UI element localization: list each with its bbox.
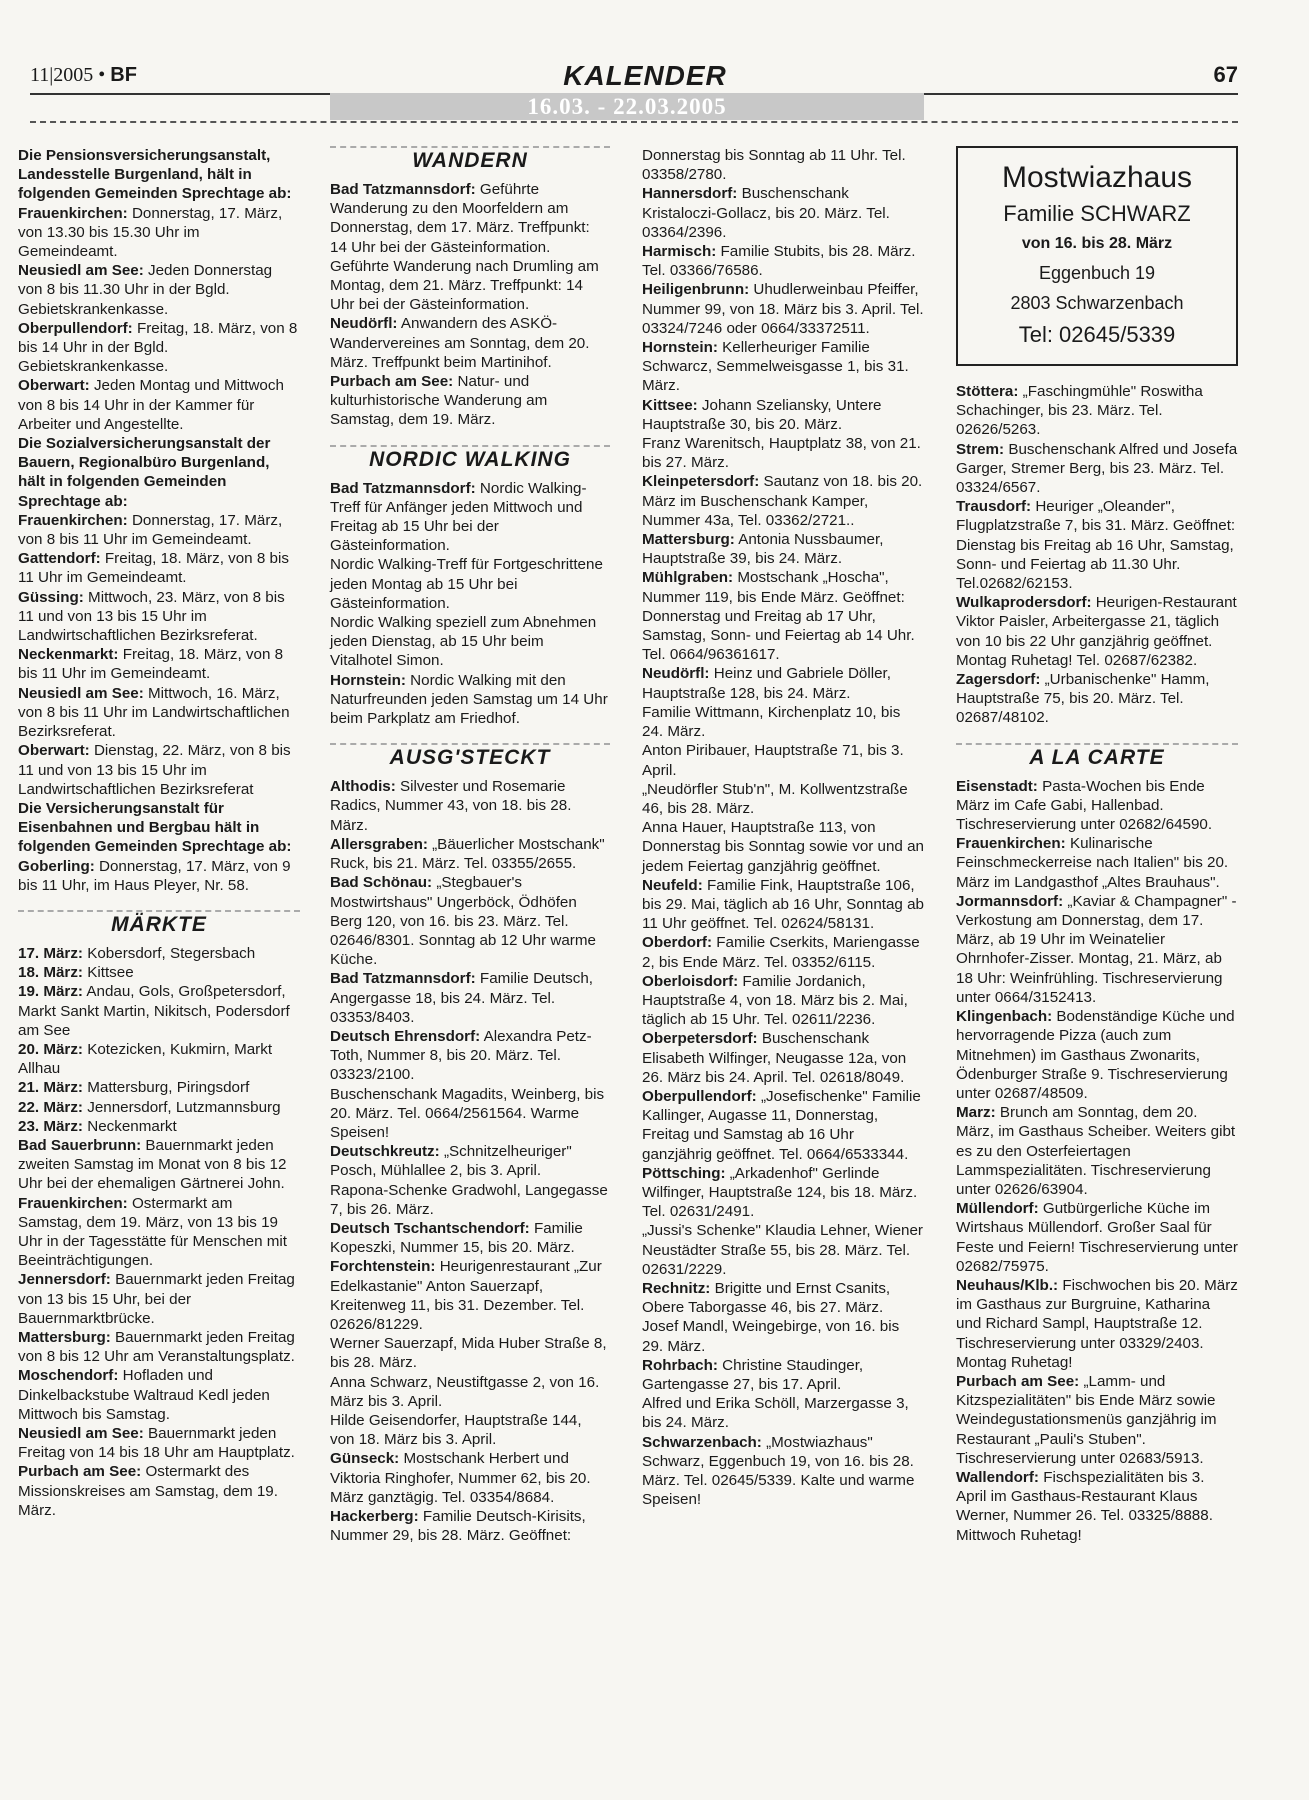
listing-text: Rapona-Schenke Gradwohl, Langegasse 7, bis 26. März. (330, 1181, 608, 1218)
listing-text: Hilde Geisendorfer, Hauptstraße 144, von 18. März bis 3. April. (330, 1411, 582, 1449)
listing-place: Eisenstadt: (956, 777, 1038, 795)
listing-text: Bodenständige Küche und hervorragende Pizza (auch zum Mitnehmen) im Gasthaus Zwonarits, Ödenburger Straße 9. Tischreservierung unter 02687/48509. (956, 1008, 1235, 1102)
listing-text: Anna Schwarz, Neustiftgasse 2, von 16. März bis 3. April. (330, 1373, 600, 1410)
listing-entry (956, 1103, 1238, 1199)
listing-entry (642, 338, 924, 396)
listing-place: Klingenbach: (956, 1008, 1053, 1026)
listing-place: Jormannsdorf: (956, 892, 1064, 910)
listing-place: Forchtenstein: (330, 1258, 436, 1276)
listing-text: Buschenschank Kristaloczi-Gollacz, bis 20. März. Tel. 03364/2396. (642, 185, 890, 241)
listing-entry (642, 972, 924, 1030)
listing-place: Deutschkreutz: (330, 1143, 440, 1161)
listing-place: Bad Tatzmannsdorf: (330, 970, 476, 988)
listing-place: 23. März: (18, 1117, 83, 1135)
listing-text: Freitag, 18. März, von 8 bis 11 Uhr im Gemeindeamt. (18, 550, 289, 587)
listing-place: Moschendorf: (18, 1367, 119, 1385)
listing-entry (330, 1181, 610, 1219)
listing-text: Geführte Wanderung zu den Moorfeldern am Donnerstag, dem 17. März. Treffpunkt: 14 Uhr bei der Gästeinformation. (330, 181, 590, 256)
issue-label: 11|2005 • BF (30, 64, 137, 86)
listing-entry (330, 873, 610, 969)
listing-text: „Arkadenhof" Gerlinde Wilfinger, Hauptstraße 124, bis 18. März. Tel. 02631/2491. (642, 1164, 918, 1221)
listing-entry (642, 664, 924, 702)
listing-text: Buschenschank Magadits, Weinberg, bis 20. März. Tel. 0664/2561564. Warme Speisen! (330, 1085, 605, 1141)
listing-place: Frauenkirchen: (18, 1194, 128, 1212)
listing-text: „Kaviar & Champagner" - Verkostung am Donnerstag, dem 17. März, ab 19 Uhr im Weinatelier Ohrnhofer-Zisser. Montag, 21. März, ab 18 Uhr: Weinfrühling. Tischreservierung unter 0664/3152413. (956, 892, 1237, 1006)
mostwiazhaus-ad (956, 146, 1238, 366)
listing-entry (956, 777, 1238, 835)
listing-entry (330, 1334, 610, 1372)
listing-place: Neuhaus/Klb.: (956, 1276, 1059, 1294)
listing-entry (956, 593, 1238, 670)
listing-text: Antonia Nussbaumer, Hauptstraße 39, bis 24. März. (642, 531, 884, 568)
listing-text: Nordic Walking-Treff für Anfänger jeden Mittwoch und Freitag ab 15 Uhr bei der Gästeinformation. (330, 479, 587, 555)
ad-name: Mostwiazhaus (1001, 161, 1193, 194)
listing-text: Bauernmarkt jeden Freitag von 13 bis 15 Uhr, bei der Bauernmarktbrücke. (18, 1271, 295, 1327)
listing-entry (18, 1136, 300, 1194)
listing-place: Die Versicherungsanstalt für Eisenbahnen und Bergbau hält in folgenden Gemeinden Sprechtage ab: (18, 799, 292, 856)
listing-entry (330, 372, 610, 430)
listing-text: Jeden Montag und Mittwoch von 8 bis 14 Uhr in der Kammer für Arbeiter und Angestellte. (18, 377, 284, 433)
listing-entry (330, 1219, 610, 1257)
listing-text: Andau, Gols, Großpetersdorf, Markt Sankt Martin, Nikitsch, Podersdorf am See (18, 983, 290, 1039)
listing-entry (642, 242, 924, 280)
listing-entry (18, 319, 300, 377)
listing-place: Neufeld: (642, 876, 703, 894)
listing-entry (956, 834, 1238, 892)
listing-place: Goberling: (18, 857, 95, 875)
listing-entry (956, 892, 1238, 1007)
listing-text: Heurigen-Restaurant Viktor Paisler, Arbeitergasse 21, täglich von 10 bis 22 Uhr ganzjährig geöffnet. Montag Ruhetag! Tel. 02687/62382. (956, 594, 1237, 669)
listing-place: Hackerberg: (330, 1508, 419, 1525)
listing-entry (956, 1007, 1238, 1103)
listing-place: Hornstein: (642, 339, 718, 357)
listing-text: Familie Jordanich, Hauptstraße 4, von 18. März bis 2. Mai, täglich ab 15 Uhr. Tel. 02611/2236. (642, 972, 908, 1029)
listing-entry (330, 555, 610, 613)
listing-entry (956, 1372, 1238, 1468)
listing-entry (330, 613, 610, 671)
listing-place: Oberwart: (18, 377, 90, 395)
listing-text: Dienstag, 22. März, von 8 bis 11 und von 13 bis 15 Uhr im Landwirtschaftlichen Bezirksreferat (18, 742, 291, 798)
listing-text: Familie Cserkits, Mariengasse 2, bis Ende März. Tel. 03352/6115. (642, 934, 920, 971)
listing-place: Mattersburg: (642, 531, 735, 549)
listing-entry (642, 1356, 924, 1394)
listing-text: „Josefischenke" Familie Kallinger, Augasse 11, Donnerstag, Freitag und Samstag ab 16 Uhr ganzjährig geöffnet. Tel. 0664/6533344. (642, 1087, 921, 1163)
listing-place: Deutsch Ehrensdorf: (330, 1027, 481, 1045)
listing-text: Brigitte und Ernst Csanits, Obere Taborgasse 46, bis 27. März. (642, 1279, 891, 1317)
listing-text: Donnerstag, 17. März, von 8 bis 11 Uhr im Gemeindeamt. (18, 511, 283, 549)
listing-entry (18, 684, 300, 742)
listing-text: Nordic Walking-Treff für Fortgeschrittene jeden Montag ab 15 Uhr bei Gästeinformation. (330, 556, 603, 612)
listing-place: 19. März: (18, 983, 83, 1001)
listing-place: Müllendorf: (956, 1200, 1039, 1218)
listing-entry (330, 835, 610, 873)
listing-entry (18, 741, 300, 799)
listing-text: „Lamm- und Kitzspezialitäten" bis Ende März sowie Weindegustationsmenüs ganzjährig im Restaurant „Pauli's Stuben". Tischreservierung unter 02683/5913. (956, 1372, 1217, 1467)
listing-place: Oberdorf: (642, 934, 713, 952)
listing-place: Oberpullendorf: (18, 319, 133, 337)
listing-entry (642, 1317, 924, 1355)
listing-text: Ostermarkt am Samstag, dem 19. März, von 13 bis 19 Uhr in der Tagesstätte für Menschen mit Beeinträchtigungen. (18, 1194, 287, 1270)
listing-text: Pasta-Wochen bis Ende März im Cafe Gabi, Hallenbad. Tischreservierung unter 02682/64590. (956, 777, 1213, 834)
listing-entry (18, 799, 300, 857)
listing-entry (330, 1373, 610, 1411)
listing-place: Bad Schönau: (330, 874, 433, 892)
listing-entry (642, 780, 924, 818)
listing-text: Jeden Donnerstag von 8 bis 11.30 Uhr in der Bgld. Gebietskrankenkasse. (18, 262, 273, 318)
listing-place: Mühlgraben: (642, 569, 734, 587)
listing-entry (18, 588, 300, 646)
listing-entry (642, 396, 924, 434)
listing-text: Mittwoch, 23. März, von 8 bis 11 und von 13 bis 15 Uhr im Landwirtschaftlichen Bezirksreferat. (18, 588, 285, 645)
listing-text: Brunch am Sonntag, dem 20. März, im Gasthaus Scheiber. Weiters gibt es zu den Osterfeiertagen Lammspezialitäten. Tischreservierung unter 02626/63904. (956, 1104, 1236, 1198)
listing-text: Familie Deutsch, Angergasse 18, bis 24. März. Tel. 03353/8403. (330, 970, 594, 1026)
listing-text: Familie Kopeszki, Nummer 15, bis 20. März. (330, 1219, 583, 1257)
listing-entry (642, 568, 924, 664)
listing-place: Neusiedl am See: (18, 262, 144, 280)
listing-text: Gutbürgerliche Küche im Wirtshaus Müllendorf. Großer Saal für Feste und Feiern! Tischreservierung unter 02682/75975. (956, 1200, 1238, 1275)
listing-entry (330, 1027, 610, 1085)
listing-text: „Schnitzelheuriger" Posch, Mühlallee 2, bis 3. April. (330, 1143, 572, 1180)
listing-place: Frauenkirchen: (956, 835, 1066, 853)
listing-text: Heuriger „Oleander", Flugplatzstraße 7, bis 31. März. Geöffnet: Dienstag bis Freitag ab 16 Uhr, Samstag, Sonn- und Feiertag ab 11.30 Uhr. Tel.02682/62153. (956, 498, 1236, 593)
listing-entry (18, 1117, 300, 1136)
listing-entry (330, 314, 610, 372)
listing-entry (330, 1257, 610, 1334)
listing-place: 18. März: (18, 964, 83, 982)
listing-text: Freitag, 18. März, von 8 bis 11 Uhr im Gemeindeamt. (18, 646, 284, 683)
section-list (330, 777, 610, 1545)
listing-entry (642, 434, 924, 472)
listing-entry (18, 982, 300, 1040)
listing-entry (18, 1462, 300, 1520)
listing-place: Hannersdorf: (642, 185, 738, 203)
listing-place: Althodis: (330, 778, 396, 796)
page-number: 67 (1213, 62, 1238, 87)
listing-entry (18, 857, 300, 895)
column-1 (18, 146, 300, 1520)
listing-entry (642, 1087, 924, 1164)
listing-place: Frauenkirchen: (18, 204, 128, 222)
listing-text: Anton Piribauer, Hauptstraße 71, bis 3. April. (642, 742, 904, 779)
listing-text: Familie Fink, Hauptstraße 106, bis 29. Mai, täglich ab 16 Uhr, Sonntag ab 11 Uhr geöffnet. Tel. 02624/58131. (642, 876, 924, 933)
listing-entry (18, 1040, 300, 1078)
listing-entry (642, 1029, 924, 1087)
listing-place: Wulkaprodersdorf: (956, 594, 1092, 612)
listing-entry (330, 1085, 610, 1143)
listing-place: 17. März: (18, 944, 83, 962)
listing-text: Werner Sauerzapf, Mida Huber Straße 8, bis 28. März. (330, 1335, 607, 1372)
listing-text: Buschenschank Alfred und Josefa Garger, Stremer Berg, bis 23. März. Tel. 03324/6567. (956, 440, 1238, 497)
listing-entry (330, 1142, 610, 1180)
listing-place: 22. März: (18, 1098, 83, 1116)
listing-place: Günseck: (330, 1450, 400, 1468)
listing-entry (956, 1468, 1238, 1545)
listing-text: Freitag, 18. März, von 8 bis 14 Uhr in der Bgld. Gebietskrankenkasse. (18, 319, 298, 376)
listing-place: Güssing: (18, 588, 84, 606)
section-header-a-la-carte: A LA CARTE (956, 743, 1238, 771)
listing-entry (18, 1366, 300, 1424)
listing-place: Allersgraben: (330, 835, 428, 853)
listing-entry (956, 1199, 1238, 1276)
listing-entry (642, 1433, 924, 1510)
listing-place: Trausdorf: (956, 498, 1032, 516)
listing-text: Mattersburg, Piringsdorf (83, 1079, 250, 1097)
listing-entry (956, 670, 1238, 728)
listing-place: Purbach am See: (330, 373, 454, 391)
ausgsteckt-list-continued (956, 382, 1238, 728)
listing-entry (642, 1221, 924, 1279)
section-header-maerkte: MÄRKTE (18, 910, 300, 938)
listing-place: 21. März: (18, 1079, 83, 1097)
listing-text: Familie Stubits, bis 28. März. Tel. 03366/76586. (642, 243, 916, 280)
listing-text: „Faschingmühle" Roswitha Schachinger, bis 23. März. Tel. 02626/5263. (956, 383, 1203, 439)
listing-place: Neudörfl: (330, 315, 398, 333)
listing-text: Christine Staudinger, Gartengasse 27, bis 17. April. (642, 1356, 864, 1393)
listing-text: Neckenmarkt (83, 1117, 177, 1135)
listing-text: Familie Wittmann, Kirchenplatz 10, bis 24. März. (642, 703, 901, 741)
listing-entry (642, 146, 924, 184)
listing-entry (18, 261, 300, 319)
maerkte-list (18, 944, 300, 1520)
listing-place: Neusiedl am See: (18, 684, 144, 702)
listing-place: Marz: (956, 1104, 996, 1122)
listing-place: Neusiedl am See: (18, 1425, 144, 1442)
listing-text: „Stegbauer's Mostwirtshaus" Ungerböck, Ödhöfen Berg 120, von 16. bis 23. März. Tel. 02646/8301. Sonntag ab 12 Uhr warme Küche. (330, 874, 596, 969)
listing-text: Uhudlerweinbau Pfeiffer, Nummer 99, von 18. März bis 3. April. Tel. 03324/7246 oder 0664/33372511. (642, 281, 924, 337)
listing-place: Jennersdorf: (18, 1271, 111, 1289)
listing-text: „Neudörfler Stub'n", M. Kollwentzstraße 46, bis 28. März. (642, 780, 908, 817)
listing-entry (18, 434, 300, 511)
listing-place: Wallendorf: (956, 1468, 1039, 1486)
column-4 (956, 146, 1238, 1545)
listing-entry (642, 1394, 924, 1432)
sprechtage-list (18, 146, 300, 895)
listing-text: Kobersdorf, Stegersbach (83, 944, 256, 962)
date-range-bar (330, 93, 924, 120)
listing-entry (18, 1424, 300, 1462)
listing-entry (330, 777, 610, 835)
listing-place: Die Pensionsversicherungsanstalt, Landesstelle Burgenland, hält in folgenden Gemeinden Sprechtage ab: (18, 147, 292, 203)
ad-city: 2803 Schwarzenbach (1010, 293, 1184, 313)
listing-entry (642, 818, 924, 876)
listing-place: Heiligenbrunn: (642, 281, 750, 299)
listing-place: 20. März: (18, 1040, 83, 1058)
listing-entry (642, 1279, 924, 1317)
listing-text: Hofladen und Dinkelbackstube Waltraud Kedl jeden Mittwoch bis Samstag. (18, 1367, 270, 1423)
listing-entry (330, 479, 610, 556)
listing-entry (18, 549, 300, 587)
listing-text: Mittwoch, 16. März, von 8 bis 11 Uhr im Landwirtschaftlichen Bezirksreferat. (18, 684, 290, 741)
listing-text: Familie Deutsch-Kirisits, Nummer 29, bis 28. März. Geöffnet: (330, 1508, 586, 1545)
listing-entry (330, 1411, 610, 1449)
listing-place: Mattersburg: (18, 1328, 111, 1346)
listing-text: Silvester und Rosemarie Radics, Nummer 43, von 18. bis 28. März. (330, 778, 572, 834)
listing-entry (642, 280, 924, 338)
listing-entry (18, 1098, 300, 1117)
listing-entry (18, 204, 300, 262)
listing-place: Gattendorf: (18, 550, 101, 568)
listing-place: Rohrbach: (642, 1356, 718, 1374)
listing-place: Neudörfl: (642, 665, 710, 683)
listing-text: Heinz und Gabriele Döller, Hauptstraße 128, bis 24. März. (642, 665, 892, 702)
listing-entry (330, 257, 610, 315)
listing-entry (18, 1328, 300, 1366)
listing-entry (18, 511, 300, 549)
listing-entry (18, 146, 300, 204)
listing-place: Strem: (956, 440, 1005, 458)
listing-text: Anwandern des ASKÖ-Wandervereines am Sonntag, dem 20. März. Treffpunkt beim Martinihof. (330, 315, 590, 371)
listing-place: Bad Tatzmannsdorf: (330, 479, 476, 497)
listing-text: Kellerheuriger Familie Schwarcz, Semmelweisgasse 1, bis 31. März. (642, 339, 909, 395)
listing-text: Kulinarische Feinschmeckerreise nach Italien" bis 20. März im Landgasthof „Altes Brauhaus". (956, 835, 1229, 891)
listing-text: Nordic Walking speziell zum Abnehmen jeden Dienstag, ab 15 Uhr beim Vitalhotel Simon. (330, 614, 597, 670)
listing-place: Schwarzenbach: (642, 1433, 762, 1451)
listing-text: Alexandra Petz-Toth, Nummer 8, bis 20. März. Tel. 03323/2100. (330, 1027, 592, 1084)
listing-entry (956, 382, 1238, 440)
listing-text: Bauernmarkt jeden zweiten Samstag im Monat von 8 bis 12 Uhr bei der ehemaligen Gärtnerei John. (18, 1136, 287, 1193)
listing-place: Neckenmarkt: (18, 646, 119, 664)
listing-text: Alfred und Erika Schöll, Marzergasse 3, bis 24. März. (642, 1395, 909, 1432)
listing-entry (956, 497, 1238, 593)
section-list (330, 479, 610, 729)
date-range: 16.03. - 22.03.2005 (527, 94, 727, 119)
listing-entry (956, 1276, 1238, 1372)
listing-entry (642, 741, 924, 779)
listing-place: Kittsee: (642, 396, 698, 414)
listing-text: Bauernmarkt jeden Freitag von 14 bis 18 Uhr am Hauptplatz. (18, 1425, 295, 1462)
listing-text: Heurigenrestaurant „Zur Edelkastanie" Anton Sauerzapf, Kreitenweg 11, bis 31. Dezember. Tel. 02626/81229. (330, 1258, 602, 1333)
listing-entry (18, 1078, 300, 1097)
listing-place: Rechnitz: (642, 1279, 711, 1297)
section-header: WANDERN (330, 146, 610, 174)
listing-text: Kittsee (83, 964, 134, 982)
column-3 (642, 146, 924, 1509)
listing-place: Zagersdorf: (956, 671, 1041, 689)
listing-entry (956, 440, 1238, 498)
listing-place: Oberpullendorf: (642, 1087, 757, 1105)
listing-text: Kotezicken, Kukmirn, Markt Allhau (18, 1040, 273, 1078)
listing-text: Sautanz von 18. bis 20. März im Buschenschank Kamper, Nummer 43a, Tel. 03362/2721.. (642, 473, 923, 529)
listing-place: Oberloisdorf: (642, 972, 739, 990)
listing-entry (18, 944, 300, 963)
listing-text: Ostermarkt des Missionskreises am Samstag, dem 19. März. (18, 1463, 278, 1519)
ad-street: Eggenbuch 19 (1038, 263, 1156, 283)
listing-text: Mostschank „Hoscha", Nummer 119, bis Ende März. Geöffnet: Donnerstag und Freitag ab 17 Uhr, Samstag, Sonn- und Feiertag ab 14 Uhr. Tel. 0664/96361617. (642, 569, 915, 664)
listing-text: Jennersdorf, Lutzmannsburg (83, 1098, 281, 1116)
listing-text: Donnerstag, 17. März, von 9 bis 11 Uhr, im Haus Pleyer, Nr. 58. (18, 857, 291, 894)
listing-text: Buschenschank Elisabeth Wilfinger, Neugasse 12a, von 26. März bis 24. April. Tel. 02618/8049. (642, 1030, 907, 1086)
listing-text: „Urbanischenke" Hamm, Hauptstraße 75, bis 20. März. Tel. 02687/48102. (956, 671, 1210, 727)
section-header: NORDIC WALKING (330, 445, 610, 473)
listing-entry (18, 645, 300, 683)
listing-text: „Mostwiazhaus" Schwarz, Eggenbuch 19, von 16. bis 28. März. Tel. 02645/5339. Kalte und warme Speisen! (642, 1433, 915, 1509)
listing-place: Bad Tatzmannsdorf: (330, 181, 476, 198)
listing-entry (642, 472, 924, 530)
listing-text: Bauernmarkt jeden Freitag von 8 bis 12 Uhr am Veranstaltungsplatz. (18, 1328, 295, 1366)
column-2 (330, 146, 610, 1545)
listing-text: Johann Szeliansky, Untere Hauptstraße 30, bis 20. März. (642, 396, 882, 433)
listing-entry (642, 933, 924, 971)
listing-entry (330, 1449, 610, 1507)
listing-entry (18, 376, 300, 434)
listing-text: Josef Mandl, Weingebirge, von 16. bis 29. März. (642, 1318, 900, 1355)
listing-text: Nordic Walking mit den Naturfreunden jeden Samstag um 14 Uhr beim Parkplatz am Friedhof. (330, 671, 608, 728)
listing-text: Fischwochen bis 20. März im Gasthaus zur Burgruine, Katharina und Richard Sampl, Hauptstraße 12. Tischreservierung unter 03329/2403. Montag Ruhetag! (956, 1276, 1238, 1371)
listing-entry (330, 671, 610, 729)
listing-place: Frauenkirchen: (18, 511, 128, 529)
listing-place: Purbach am See: (956, 1372, 1080, 1390)
listing-entry (642, 876, 924, 934)
listing-place: Deutsch Tschantschendorf: (330, 1219, 530, 1237)
listing-place: Stöttera: (956, 383, 1019, 400)
listing-text: Franz Warenitsch, Hauptplatz 38, von 21. bis 27. März. (642, 435, 921, 472)
page-title: KALENDER (563, 60, 727, 91)
listing-entry (642, 1164, 924, 1222)
ad-family: Familie SCHWARZ (1003, 201, 1191, 226)
listing-entry (330, 1507, 610, 1545)
a-la-carte-list (956, 777, 1238, 1545)
listing-text: Geführte Wanderung nach Drumling am Montag, dem 21. März. Treffpunkt: 14 Uhr bei der Gästeinformation. (330, 257, 599, 314)
section-list (330, 180, 610, 430)
listing-text: „Jussi's Schenke" Klaudia Lehner, Wiener Neustädter Straße 55, bis 28. März. Tel. 02631/2229. (642, 1222, 923, 1278)
listing-text: Fischspezialitäten bis 3. April im Gasthaus-Restaurant Klaus Werner, Nummer 26. Tel. 03325/8888. Mittwoch Ruhetag! (956, 1468, 1213, 1544)
listing-text: Donnerstag bis Sonntag ab 11 Uhr. Tel. 03358/2780. (642, 147, 906, 184)
listing-entry (330, 180, 610, 257)
listing-text: Natur- und kulturhistorische Wanderung am Samstag, dem 19. März. (330, 373, 548, 429)
listing-entry (18, 963, 300, 982)
listing-text: Anna Hauer, Hauptstraße 113, von Donnerstag bis Sonntag sowie vor und an jedem Feiertag ganzjährig geöffnet. (642, 819, 924, 875)
listing-entry (642, 703, 924, 741)
listing-text: Donnerstag, 17. März, von 13.30 bis 15.30 Uhr im Gemeindeamt. (18, 204, 283, 261)
listing-place: Harmisch: (642, 243, 717, 261)
ad-tel: Tel: 02645/5339 (1018, 322, 1176, 347)
listing-place: Bad Sauerbrunn: (18, 1136, 142, 1154)
listing-place: Pöttsching: (642, 1164, 726, 1182)
listing-entry (18, 1270, 300, 1328)
listing-entry (18, 1194, 300, 1271)
listing-entry (642, 530, 924, 568)
listing-text: „Bäuerlicher Mostschank" Ruck, bis 21. März. Tel. 03355/2655. (330, 835, 605, 873)
listing-place: Purbach am See: (18, 1463, 142, 1481)
listing-entry (642, 184, 924, 242)
listing-place: Die Sozialversicherungsanstalt der Bauern, Regionalbüro Burgenland, hält in folgenden Gemeinden Sprechtage ab: (18, 435, 271, 510)
header-dashed-rule (30, 121, 1238, 123)
listing-entry (330, 969, 610, 1027)
listing-place: Oberpetersdorf: (642, 1030, 758, 1048)
listing-text: Mostschank Herbert und Viktoria Ringhofer, Nummer 62, bis 20. März ganztägig. Tel. 03354/8684. (330, 1450, 591, 1506)
page-header (30, 60, 1238, 92)
listing-place: Hornstein: (330, 671, 406, 689)
ad-dates: von 16. bis 28. März (1021, 235, 1173, 252)
section-header: AUSG'STECKT (330, 743, 610, 771)
listing-place: Kleinpetersdorf: (642, 473, 760, 491)
listing-place: Oberwart: (18, 742, 90, 760)
